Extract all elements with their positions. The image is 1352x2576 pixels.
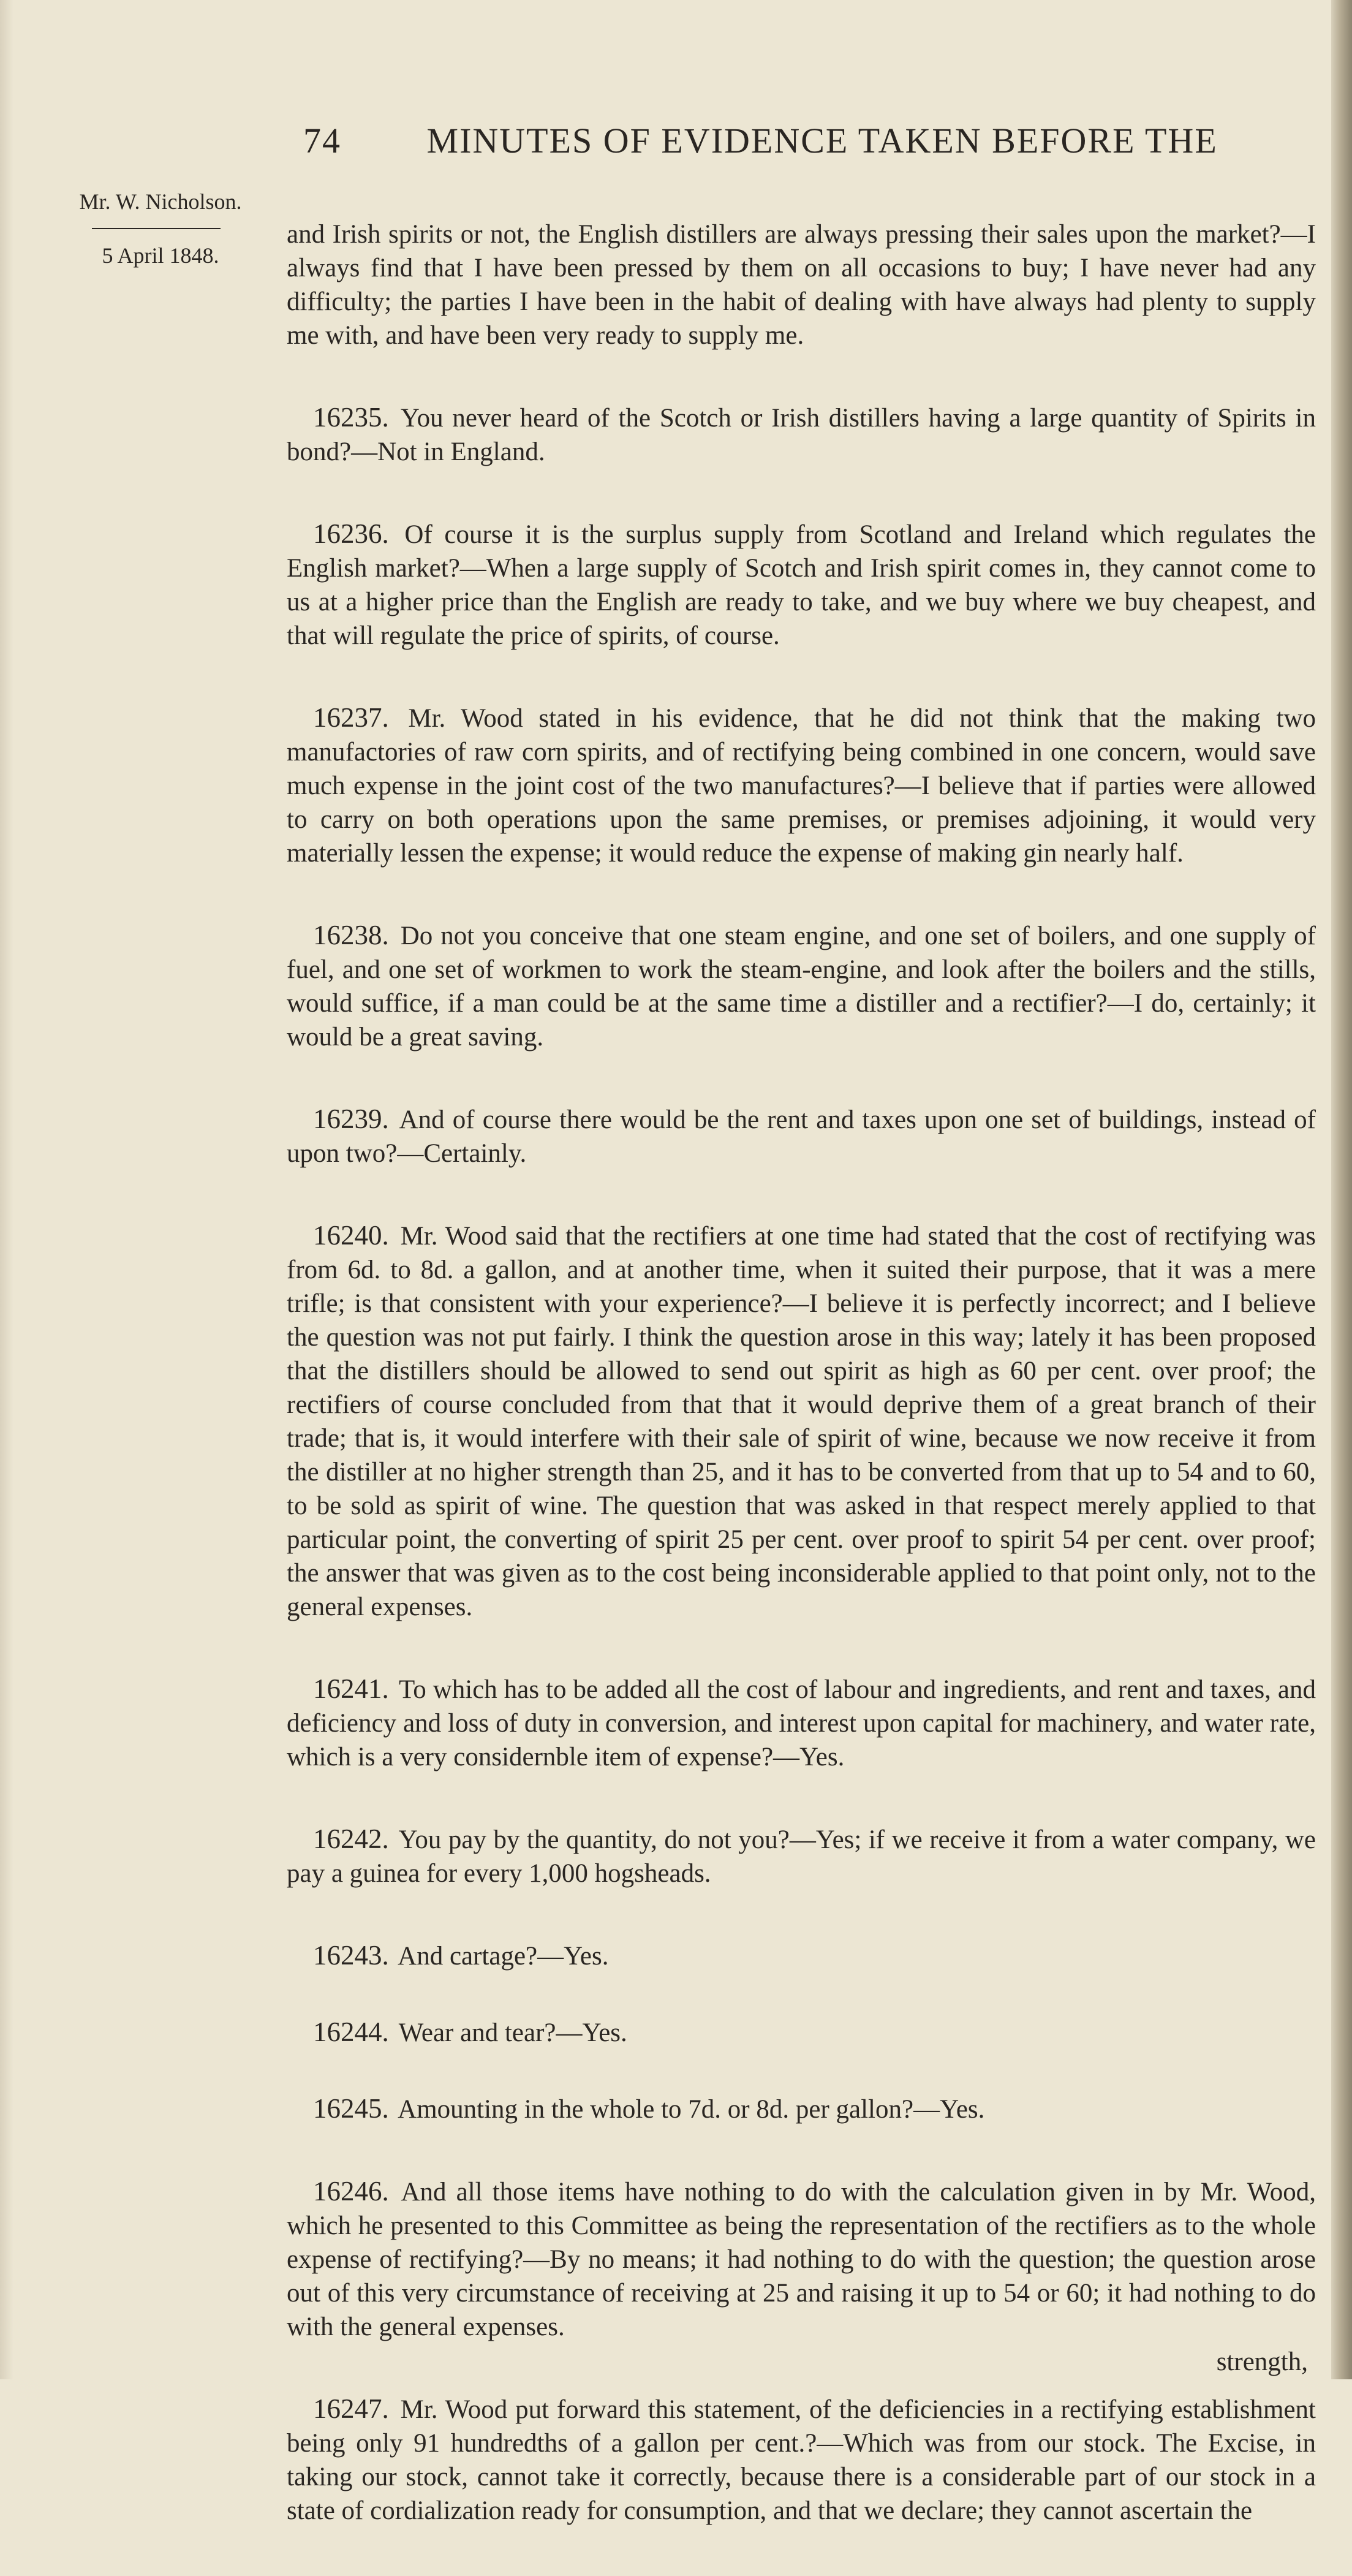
question-16239 [287, 1102, 1316, 1170]
running-title: MINUTES OF EVIDENCE TAKEN BEFORE THE [426, 121, 1218, 161]
question-16237 [287, 701, 1316, 870]
paragraph [287, 218, 1316, 352]
evidence-body [287, 184, 1316, 2576]
question-text: Mr. Wood put forward this statement, of the deficiencies in a rectifying establishment being only 91 hundredths of a gallon per cent.?—Which was from our stock. The Excise, in taking our stock, cannot take it correctly, because there is a considerable part of our stock in a state of cordialization ready for consumption, and that we declare; they cannot ascertain the [287, 2395, 1316, 2525]
question-number: 16237. [313, 702, 389, 733]
question-number: 16236. [313, 518, 389, 549]
page-number: 74 [303, 121, 341, 161]
question-number: 16243. [313, 1940, 389, 1971]
question-16235 [287, 401, 1316, 469]
question-number: 16240. [313, 1220, 389, 1251]
question-number: 16247. [313, 2393, 389, 2424]
question-number: 16246. [313, 2176, 389, 2207]
question-text: And all those items have nothing to do with the calculation given in by Mr. Wood, which he presented to this Committee as being the representation of the rectifiers as to the whole expense of rectifying?—By no means; it had nothing to do with the question; the question arose out of this very circumstance of receiving at 25 and raising it up to 54 or 60; it had nothing to do with the general expenses. [287, 2178, 1316, 2341]
question-16238 [287, 919, 1316, 1054]
question-16242 [287, 1822, 1316, 1890]
page-left-shadow [0, 0, 13, 2379]
question-16244 [287, 2015, 1316, 2050]
evidence-date: 5 April 1848. [102, 243, 219, 268]
page-header [303, 120, 1320, 161]
question-16246 [287, 2175, 1316, 2344]
question-text: Do not you conceive that one steam engine, and one set of boilers, and one supply of fuel, and one set of workmen to work the steam-engine, and look after the boilers and the stills, would suffice, if a man could be at the same time a distiller and a rectifier?—I do, certainly; it would be a great saving. [287, 922, 1316, 1051]
paragraph-text: and Irish spirits or not, the English distillers are always pressing their sales upon the market?—I always find that I have been pressed by them on all occasions to buy; I have never had any difficulty; the parties I have been in the habit of dealing with have always had plenty to supply me with, and have been very ready to supply me. [287, 220, 1316, 350]
question-number: 16238. [313, 920, 389, 950]
page-right-edge [1331, 0, 1352, 2379]
question-number: 16241. [313, 1673, 389, 1704]
question-number: 16244. [313, 2017, 389, 2047]
question-16236 [287, 517, 1316, 653]
question-text: Mr. Wood said that the rectifiers at one time had stated that the cost of rectifying was from 6d. to 8d. a gallon, and at another time, when it suited their purpose, that it was a mere trifle; is that consistent with your experience?—I believe it is perfectly incorrect; and I believe the question was not put fairly. I think the question arose in this way; lately it has been proposed that the distillers should be allowed to send out spirit as high as 60 per cent. over proof; the rectifiers of course concluded from that that it would deprive them of a great branch of their trade; that is, it would interfere with their sale of spirit of wine, because we now receive it from the distiller at no higher strength than 25, and it has to be converted from that up to 54 and to 60, to be sold as spirit of wine. The question that was asked in that respect merely applied to that particular point, the converting of spirit 25 per cent. over proof to spirit 54 per cent. over proof; the answer that was given as to the cost being inconsiderable applied to that point only, not to the general expenses. [287, 1222, 1316, 1621]
question-text: And of course there would be the rent and taxes upon one set of buildings, instead of upon two?—Certainly. [287, 1105, 1316, 1168]
question-16247 [287, 2392, 1316, 2528]
margin-rule [92, 228, 221, 229]
question-16245 [287, 2092, 1316, 2126]
question-text: Mr. Wood stated in his evidence, that he did not think that the making two manufactories of raw corn spirits, and of rectifying being combined in one concern, would save much expense in the joint cost of the two manufactures?—I believe that if parties were allowed to carry on both operations upon the same premises, or premises adjoining, it would very materially lessen the expense; it would reduce the expense of making gin nearly half. [287, 704, 1316, 868]
question-text: And cartage?—Yes. [398, 1942, 609, 1971]
catchword: strength, [1216, 2347, 1308, 2376]
question-16241 [287, 1672, 1316, 1774]
witness-name: Mr. W. Nicholson. [79, 189, 242, 214]
question-text: You pay by the quantity, do not you?—Yes; if we receive it from a water company, we pay a guinea for every 1,000 hogsheads. [287, 1825, 1316, 1888]
question-number: 16245. [313, 2093, 389, 2124]
question-16243 [287, 1939, 1316, 1973]
question-text: You never heard of the Scotch or Irish distillers having a large quantity of Spirits in bond?—Not in England. [287, 404, 1316, 466]
question-text: Amounting in the whole to 7d. or 8d. per gallon?—Yes. [398, 2095, 985, 2124]
question-text: To which has to be added all the cost of labour and ingredients, and rent and taxes, and deficiency and loss of duty in conversion, and interest upon capital for machinery, and water rate, which is a very considernble item of expense?—Yes. [287, 1675, 1316, 1771]
question-number: 16239. [313, 1104, 389, 1134]
question-16240 [287, 1219, 1316, 1624]
question-number: 16235. [313, 402, 389, 433]
question-text: Wear and tear?—Yes. [398, 2018, 627, 2047]
question-number: 16242. [313, 1824, 389, 1854]
question-text: Of course it is the surplus supply from Scotland and Ireland which regulates the English market?—When a large supply of Scotch and Irish spirit comes in, they cannot come to us at a higher price than the English are ready to take, and we buy where we buy cheapest, and that will regulate the price of spirits, of course. [287, 520, 1316, 650]
